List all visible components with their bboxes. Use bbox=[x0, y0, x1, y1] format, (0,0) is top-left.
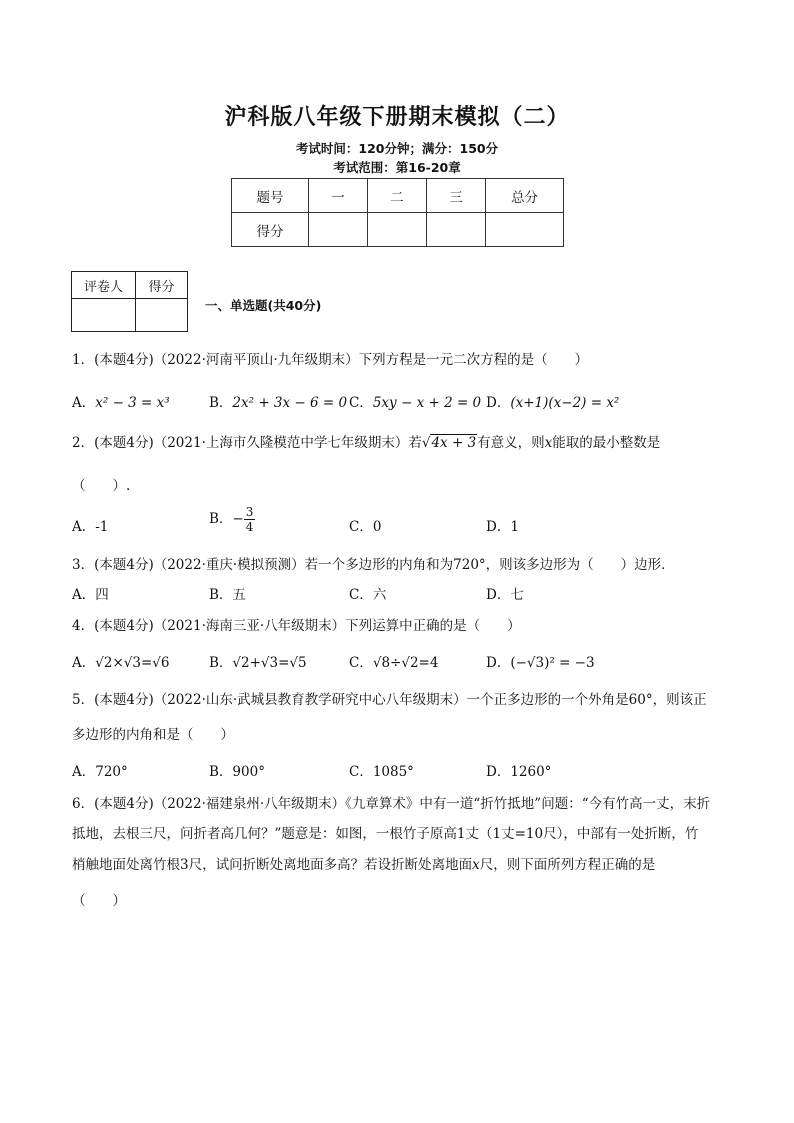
stem-part: 梢触地面处离竹根3尺，试问折断处离地面多高？若设折断处离地面 bbox=[72, 857, 473, 873]
denominator: 4 bbox=[245, 520, 254, 534]
fraction bbox=[244, 505, 256, 534]
option-letter: D． bbox=[486, 395, 511, 411]
question-2-option-d[interactable]: D．1 bbox=[486, 519, 519, 535]
sqrt-expression: √4x + 3 bbox=[421, 435, 477, 451]
question-2-option-b[interactable]: B．− $\frac{3}{4}$ bbox=[209, 505, 254, 534]
question-3-option-a[interactable]: A．四 bbox=[72, 587, 109, 603]
option-letter: B． bbox=[209, 511, 233, 527]
score-table bbox=[231, 178, 564, 247]
question-4-option-b[interactable] bbox=[209, 651, 307, 671]
section-title: 一、单选题(共40分) bbox=[205, 298, 322, 313]
question-6-stem-line2: 抵地，去根三尺，问折者高几何？”题意是：如图，一根竹子原高1丈（1丈=10尺），中部有一处折断，竹 bbox=[72, 826, 699, 842]
question-1-option-a[interactable] bbox=[72, 391, 170, 411]
question-1-option-d[interactable] bbox=[486, 391, 619, 411]
score-header-cell: 题号 bbox=[232, 179, 309, 213]
grader-score-label: 得分 bbox=[136, 272, 188, 299]
option-letter: A． bbox=[72, 655, 96, 671]
question-5-option-b[interactable]: B．900° bbox=[209, 764, 265, 780]
question-2-stem bbox=[72, 431, 660, 451]
question-3-option-b[interactable]: B．五 bbox=[209, 587, 246, 603]
question-2-option-a[interactable]: A．-1 bbox=[72, 519, 109, 535]
question-5-option-a[interactable]: A．720° bbox=[72, 764, 128, 780]
stem-part: 有意义，则 bbox=[477, 435, 545, 451]
score-cell[interactable] bbox=[309, 213, 368, 247]
stem-part: 能取的最小整数是 bbox=[552, 435, 661, 451]
formula: 5xy − x + 2 = 0 bbox=[372, 395, 482, 411]
option-letter: B． bbox=[209, 655, 233, 671]
question-3-option-c[interactable]: C．六 bbox=[349, 587, 387, 603]
question-1-option-c[interactable] bbox=[349, 391, 481, 411]
formula: x² − 3 = x³ bbox=[95, 395, 170, 411]
variable: x bbox=[544, 435, 553, 451]
question-5-stem: 5．(本题4分)（2022·山东·武城县教育教学研究中心八年级期末）一个正多边形的一个外角是60°，则该正 bbox=[72, 692, 707, 708]
grader-cell[interactable] bbox=[72, 299, 136, 332]
question-2-stem-cont: （ ）. bbox=[72, 478, 131, 494]
question-5-option-c[interactable]: C．1085° bbox=[349, 764, 414, 780]
question-1-option-b[interactable] bbox=[209, 391, 347, 411]
page-title: 沪科版八年级下册期末模拟（二） bbox=[224, 105, 570, 130]
formula: √8÷√2=4 bbox=[372, 655, 439, 671]
question-3-stem: 3．(本题4分)（2022·重庆·模拟预测）若一个多边形的内角和为720°，则该多边形为（ ）边形． bbox=[72, 557, 675, 573]
formula: (x+1)(x−2) = x² bbox=[510, 395, 620, 411]
score-cell[interactable] bbox=[368, 213, 427, 247]
stem-part: 2．(本题4分)（2021·上海市久隆模范中学七年级期末）若 bbox=[72, 435, 422, 451]
score-header-cell: 二 bbox=[368, 179, 427, 213]
question-5-stem-cont: 多边形的内角和是（ ） bbox=[72, 727, 234, 743]
question-5-option-d[interactable]: D．1260° bbox=[486, 764, 552, 780]
score-row-label: 得分 bbox=[232, 213, 309, 247]
question-4-option-d[interactable] bbox=[486, 651, 595, 671]
radicand: 4x + 3 bbox=[431, 435, 477, 451]
stem-part: 尺，则下面所列方程正确的是 bbox=[479, 857, 656, 873]
score-cell[interactable] bbox=[427, 213, 486, 247]
question-4-stem: 4．(本题4分)（2021·海南三亚·八年级期末）下列运算中正确的是（ ） bbox=[72, 618, 521, 634]
question-3-option-d[interactable]: D．七 bbox=[486, 587, 524, 603]
question-2-option-c[interactable]: C．0 bbox=[349, 519, 382, 535]
score-header-cell: 一 bbox=[309, 179, 368, 213]
variable: x bbox=[472, 857, 480, 873]
formula: (−√3)² = −3 bbox=[510, 655, 595, 671]
formula: √2+√3=√5 bbox=[232, 655, 307, 671]
question-6-stem-line4: （ ） bbox=[72, 893, 126, 909]
option-letter: D． bbox=[486, 655, 511, 671]
option-letter: C． bbox=[349, 395, 373, 411]
option-letter: B． bbox=[209, 395, 233, 411]
score-header-cell: 总分 bbox=[486, 179, 564, 213]
grader-score-cell[interactable] bbox=[136, 299, 188, 332]
exam-time: 考试时间：120分钟；满分：150分 bbox=[295, 141, 499, 156]
question-4-option-a[interactable] bbox=[72, 651, 169, 671]
grader-table bbox=[71, 271, 188, 332]
question-1-stem: 1．(本题4分)（2022·河南平顶山·九年级期末）下列方程是一元二次方程的是（ ） bbox=[72, 352, 589, 368]
grader-label: 评卷人 bbox=[72, 272, 136, 299]
formula: √2×√3=√6 bbox=[95, 655, 170, 671]
score-header-cell: 三 bbox=[427, 179, 486, 213]
exam-scope: 考试范围：第16-20章 bbox=[333, 160, 461, 175]
question-6-stem: 6．(本题4分)（2022·福建泉州·八年级期末）《九章算术》中有一道“折竹抵地”问题：“今有竹高一丈，末折 bbox=[72, 796, 711, 812]
option-letter: A． bbox=[72, 395, 96, 411]
question-4-option-c[interactable] bbox=[349, 651, 438, 671]
score-cell[interactable] bbox=[486, 213, 564, 247]
option-letter: C． bbox=[349, 655, 373, 671]
question-6-stem-line3 bbox=[72, 853, 655, 873]
numerator: 3 bbox=[245, 505, 254, 519]
formula: 2x² + 3x − 6 = 0 bbox=[232, 395, 348, 411]
